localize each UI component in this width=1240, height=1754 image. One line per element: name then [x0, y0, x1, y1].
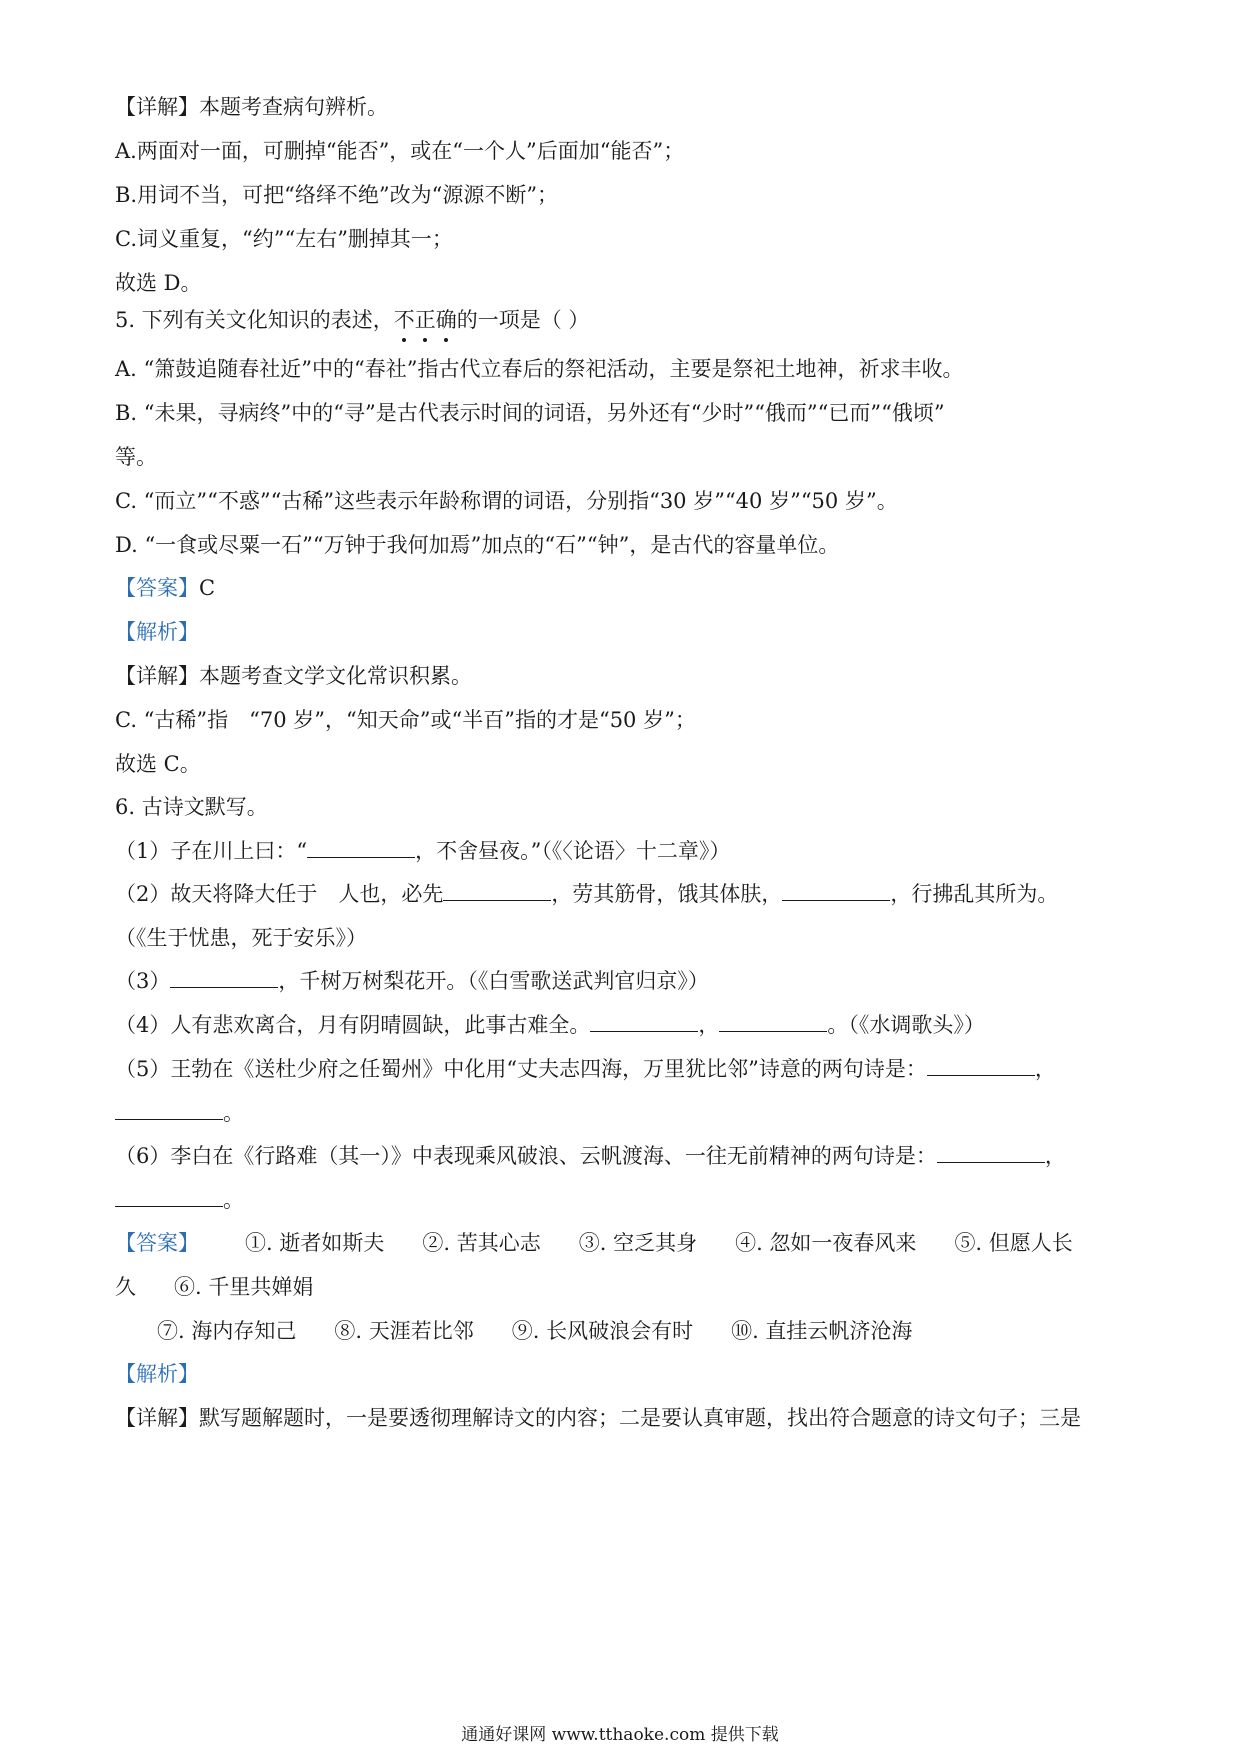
fill-blank[interactable]	[937, 1142, 1045, 1163]
q6-item-3-pre: （3）	[115, 969, 171, 993]
q6-stem: 6. 古诗文默写。	[115, 795, 268, 819]
answer-item: ⑧. 天涯若比邻	[334, 1319, 474, 1343]
q6-item-4	[115, 1011, 985, 1039]
q5-detail-c: C. “古稀”指 “70 岁”，“知天命”或“半百”指的才是“50 岁”；	[115, 708, 696, 732]
answer-item: ⑨. 长风破浪会有时	[511, 1319, 694, 1343]
answer-tag: 【答案】	[115, 576, 199, 600]
answer-item: ③. 空乏其身	[578, 1231, 698, 1255]
q4-detail-c: C.词义重复，“约”“左右”删掉其一；	[115, 227, 453, 251]
q4-detail-a: A.两面对一面，可删掉“能否”，或在“一个人”后面加“能否”；	[115, 139, 685, 163]
fill-blank[interactable]	[443, 880, 551, 901]
q6-item-2-source: （《生于忧患，死于安乐》）	[115, 926, 367, 950]
q5-analysis-tag: 【解析】	[115, 620, 199, 644]
q6-item-6	[115, 1142, 1066, 1170]
q5-option-b-line1: B. “未果，寻病终”中的“寻”是古代表示时间的词语，另外还有“少时”“俄而”“已而”“俄顷”	[115, 401, 945, 425]
q6-item-5-comma: ，	[1034, 1057, 1056, 1081]
answer-item: ⑤. 但愿人长	[954, 1231, 1073, 1255]
q5-emphasis-char: 确	[435, 308, 457, 332]
fill-blank[interactable]	[719, 1011, 827, 1032]
fill-blank[interactable]	[590, 1011, 698, 1032]
q6-item-4-post: 。（《水调歌头》）	[827, 1013, 985, 1037]
q6-item-1	[115, 837, 730, 865]
answer-item: 久	[115, 1275, 136, 1299]
q5-stem-post: 的一项是（ ）	[456, 308, 590, 332]
fill-blank[interactable]	[927, 1055, 1035, 1076]
q6-item-6-end: 。	[223, 1188, 244, 1212]
q6-item-6-pre: （6）李白在《行路难（其一）》中表现乘风破浪、云帆渡海、一往无前精神的两句诗是：	[115, 1144, 937, 1168]
fill-blank[interactable]	[115, 1186, 223, 1207]
answer-item: ④. 忽如一夜春风来	[735, 1231, 917, 1255]
page-footer: 通通好课网 www.tthaoke.com 提供下载	[461, 1725, 779, 1745]
q6-item-4-mid: ，	[698, 1013, 720, 1037]
q6-item-2-mid: ，劳其筋骨，饿其体肤，	[551, 882, 783, 906]
q5-option-d: D. “一食或尽粟一石”“万钟于我何加焉”加点的“石”“钟”，是古代的容量单位。	[115, 533, 840, 557]
q6-answer-row-3	[157, 1317, 912, 1345]
q5-select: 故选 C。	[115, 752, 201, 776]
q5-emphasis-char: 不	[393, 308, 415, 332]
q5-option-a: A. “箫鼓追随春社近”中的“春社”指古代立春后的祭祀活动，主要是祭祀土地神，祈求丰收。	[115, 357, 964, 381]
q5-answer	[115, 574, 215, 602]
q5-stem-pre: 5. 下列有关文化知识的表述，	[115, 308, 394, 332]
fill-blank[interactable]	[307, 837, 415, 858]
answer-item: ①. 逝者如斯夫	[245, 1231, 385, 1255]
q4-detail-b: B.用词不当，可把“络绎不绝”改为“源源不断”；	[115, 183, 559, 207]
q6-item-5-pre: （5）王勃在《送杜少府之任蜀州》中化用“丈夫志四海，万里犹比邻”诗意的两句诗是：	[115, 1057, 927, 1081]
q6-answer-row-1	[115, 1229, 1073, 1257]
q5-option-b-line2: 等。	[115, 445, 157, 469]
q5-emphasis-char: 正	[414, 308, 436, 332]
fill-blank[interactable]	[115, 1099, 223, 1120]
answer-tag: 【答案】	[115, 1231, 199, 1255]
q6-item-4-pre: （4）人有悲欢离合，月有阴晴圆缺，此事古难全。	[115, 1013, 591, 1037]
answer-item: ⑦. 海内存知己	[157, 1319, 297, 1343]
q6-item-5-end: 。	[223, 1101, 244, 1125]
q5-option-c: C. “而立”“不惑”“古稀”这些表示年龄称谓的词语，分别指“30 岁”“40 岁”“50 岁”。	[115, 489, 898, 513]
fill-blank[interactable]	[782, 880, 890, 901]
q6-item-1-post: ，不舍昼夜。”（《〈论语〉十二章》）	[415, 839, 731, 863]
fill-blank[interactable]	[170, 967, 278, 988]
q6-item-6-comma: ，	[1044, 1144, 1066, 1168]
q6-analysis-tag: 【解析】	[115, 1362, 199, 1386]
q6-item-5	[115, 1055, 1056, 1083]
q5-detail: 【详解】本题考查文学文化常识积累。	[115, 664, 472, 688]
q6-item-3-post: ，千树万树梨花开。（《白雪歌送武判官归京》）	[278, 969, 709, 993]
answer-value: C	[199, 576, 216, 600]
q6-answer-row-2	[115, 1273, 313, 1301]
answer-item: ⑩. 直挂云帆济沧海	[731, 1319, 913, 1343]
q6-item-5-cont	[115, 1099, 244, 1127]
q4-select: 故选 D。	[115, 271, 202, 295]
q6-item-6-cont	[115, 1186, 244, 1214]
q6-item-1-pre: （1）子在川上曰：“	[115, 839, 308, 863]
q6-item-2-pre: （2）故天将降大任于 人也，必先	[115, 882, 444, 906]
answer-item: ⑥. 千里共婵娟	[174, 1275, 314, 1299]
q6-item-2-post: ，行拂乱其所为。	[890, 882, 1059, 906]
q6-detail: 【详解】默写题解题时，一是要透彻理解诗文的内容；二是要认真审题，找出符合题意的诗文句子；三是	[115, 1406, 1081, 1430]
answer-item: ②. 苦其心志	[422, 1231, 541, 1255]
q5-stem	[115, 306, 589, 334]
q6-item-2	[115, 880, 1058, 908]
q4-detail-heading: 【详解】本题考查病句辨析。	[115, 95, 388, 119]
q6-item-3	[115, 967, 709, 995]
